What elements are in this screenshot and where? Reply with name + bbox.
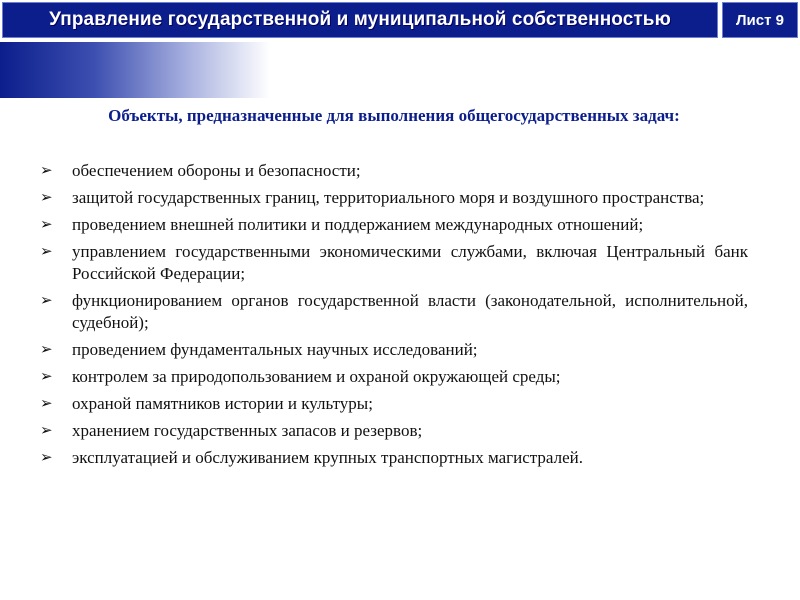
list-item-text: проведением фундаментальных научных исследований; bbox=[72, 340, 478, 359]
title-box bbox=[2, 2, 718, 38]
page-title: Управление государственной и муниципальной собственностью bbox=[49, 9, 671, 30]
arrow-bullet-icon: ➢ bbox=[40, 163, 53, 179]
bullet-list bbox=[40, 160, 748, 474]
section-subtitle: Объекты, предназначенные для выполнения общегосударственных задач: bbox=[108, 106, 680, 125]
list-item-text: хранением государственных запасов и резервов; bbox=[72, 421, 423, 440]
list-item-text: управлением государственными экономическими службами, включая Центральный банк Российской Федерации; bbox=[72, 242, 748, 283]
list-item-text: обеспечением обороны и безопасности; bbox=[72, 161, 361, 180]
list-item bbox=[40, 187, 748, 209]
list-item-text: охраной памятников истории и культуры; bbox=[72, 394, 373, 413]
list-item bbox=[40, 241, 748, 285]
arrow-bullet-icon: ➢ bbox=[40, 190, 53, 206]
list-item bbox=[40, 339, 748, 361]
arrow-bullet-icon: ➢ bbox=[40, 423, 53, 439]
sheet-number: Лист 9 bbox=[736, 11, 784, 29]
arrow-bullet-icon: ➢ bbox=[40, 217, 53, 233]
arrow-bullet-icon: ➢ bbox=[40, 342, 53, 358]
arrow-bullet-icon: ➢ bbox=[40, 450, 53, 466]
list-item-text: контролем за природопользованием и охраной окружающей среды; bbox=[72, 367, 561, 386]
list-item bbox=[40, 420, 748, 442]
sheet-box bbox=[722, 2, 798, 38]
list-item bbox=[40, 393, 748, 415]
list-item-text: проведением внешней политики и поддержанием международных отношений; bbox=[72, 215, 644, 234]
list-item bbox=[40, 366, 748, 388]
list-item-text: функционированием органов государственной власти (законодательной, исполнительной, судебной); bbox=[72, 291, 748, 332]
list-item-text: защитой государственных границ, территориального моря и воздушного пространства; bbox=[72, 188, 705, 207]
decorative-gradient-band bbox=[0, 42, 270, 98]
arrow-bullet-icon: ➢ bbox=[40, 396, 53, 412]
header-bar bbox=[0, 0, 800, 42]
list-item bbox=[40, 290, 748, 334]
arrow-bullet-icon: ➢ bbox=[40, 293, 53, 309]
list-item bbox=[40, 160, 748, 182]
arrow-bullet-icon: ➢ bbox=[40, 369, 53, 385]
list-item bbox=[40, 447, 748, 469]
list-item-text: эксплуатацией и обслуживанием крупных транспортных магистралей. bbox=[72, 448, 583, 467]
list-item bbox=[40, 214, 748, 236]
arrow-bullet-icon: ➢ bbox=[40, 244, 53, 260]
